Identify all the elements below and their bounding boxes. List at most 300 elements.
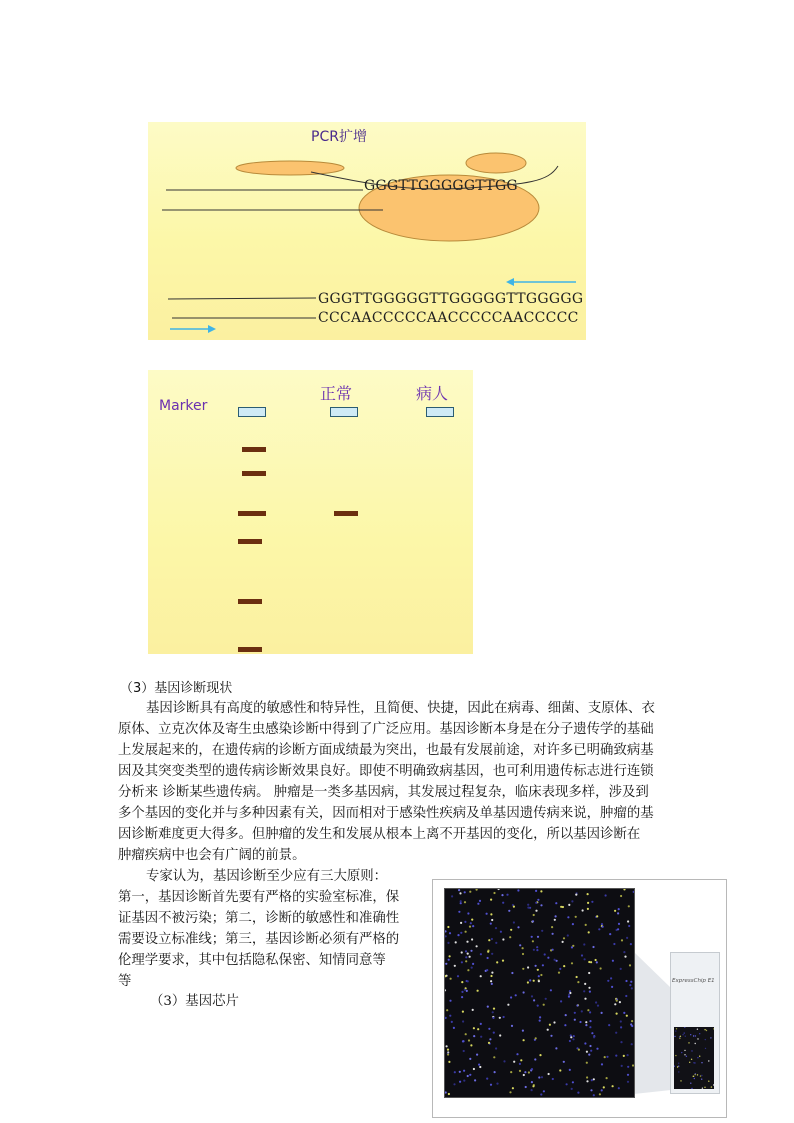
array-spot — [533, 980, 535, 982]
array-spot — [533, 949, 535, 951]
array-spot — [536, 946, 538, 948]
array-spot — [486, 1078, 488, 1080]
array-spot — [523, 1039, 525, 1041]
array-spot — [620, 1026, 622, 1028]
array-spot — [627, 1081, 629, 1083]
array-spot — [541, 1076, 543, 1078]
array-spot — [587, 908, 589, 910]
marker-band — [238, 599, 262, 604]
array-spot — [477, 903, 479, 905]
array-spot — [596, 961, 598, 963]
arrow-left — [506, 278, 576, 286]
array-spot — [527, 904, 529, 906]
array-spot — [596, 1048, 598, 1050]
paragraph-1-line: 分析来 诊断某些遗传病。 肿瘤是一类多基因病，其发展过程复杂，临床表现多样，涉及到 — [118, 785, 649, 800]
paragraph-2-line: 等 — [118, 974, 132, 989]
array-spot — [463, 1070, 465, 1072]
array-spot — [587, 893, 589, 895]
array-spot — [620, 1041, 622, 1043]
array-spot — [479, 1066, 481, 1068]
array-spot — [535, 1037, 537, 1039]
array-spot — [465, 1033, 467, 1035]
array-spot — [469, 1074, 471, 1076]
array-spot — [459, 1071, 461, 1073]
array-spot — [464, 891, 466, 893]
array-spot — [511, 972, 513, 974]
array-spot — [531, 1068, 533, 1070]
array-spot — [513, 921, 515, 923]
array-spot — [629, 984, 631, 986]
array-spot — [528, 1071, 530, 1073]
gel-electrophoresis-figure — [148, 370, 473, 654]
array-spot — [487, 957, 489, 959]
array-spot — [462, 1020, 464, 1022]
array-spot — [585, 924, 587, 926]
array-spot — [569, 1040, 571, 1042]
array-spot — [589, 1026, 591, 1028]
array-spot — [609, 933, 611, 935]
array-spot — [684, 1032, 685, 1033]
array-spot — [490, 980, 492, 982]
array-spot — [563, 965, 565, 967]
array-spot — [631, 1020, 633, 1022]
array-spot — [610, 977, 612, 979]
array-spot — [527, 966, 529, 968]
array-spot — [568, 904, 570, 906]
array-spot — [502, 938, 504, 940]
array-spot — [492, 1017, 494, 1019]
array-spot — [680, 1080, 681, 1081]
array-spot — [554, 919, 556, 921]
array-spot — [589, 991, 591, 993]
array-spot — [490, 923, 492, 925]
sequence-top: GGGTTGGGGGTTGG — [364, 178, 518, 194]
paragraph-1-line: 原体、立克次体及寄生虫感染诊断中得到了广泛应用。基因诊断本身是在分子遗传学的基础 — [118, 722, 654, 737]
array-spot — [685, 1036, 686, 1037]
array-spot — [700, 1075, 701, 1076]
array-spot — [525, 1086, 527, 1088]
array-spot — [563, 937, 565, 939]
array-spot — [531, 936, 533, 938]
array-spot — [473, 1027, 475, 1029]
array-spot — [447, 926, 449, 928]
array-spot — [680, 1036, 681, 1037]
array-spot — [618, 923, 620, 925]
array-spot — [582, 909, 584, 911]
array-spot — [501, 894, 503, 896]
array-spot — [559, 1069, 561, 1071]
array-spot — [445, 1091, 447, 1093]
array-spot — [515, 994, 517, 996]
array-spot — [491, 972, 493, 974]
array-spot — [578, 1049, 580, 1051]
marker-band — [242, 471, 266, 476]
array-spot — [595, 1001, 597, 1003]
array-spot — [616, 1000, 618, 1002]
subheading-gene-chip: （3）基因芯片 — [150, 994, 239, 1009]
array-spot — [611, 986, 613, 988]
array-spot — [682, 1034, 683, 1035]
array-spot — [495, 942, 497, 944]
array-spot — [499, 1034, 501, 1036]
array-spot — [704, 1087, 705, 1088]
array-spot — [596, 915, 598, 917]
array-spot — [697, 1057, 698, 1058]
array-spot — [572, 1081, 574, 1083]
array-spot — [445, 989, 446, 991]
marker-band — [242, 447, 266, 452]
array-spot — [620, 1020, 622, 1022]
array-spot — [593, 1078, 595, 1080]
array-spot — [543, 1004, 545, 1006]
array-spot — [591, 1032, 593, 1034]
array-spot — [601, 1012, 603, 1014]
array-spot — [513, 1061, 515, 1063]
array-spot — [590, 1050, 592, 1052]
polymerase-head-blob — [466, 153, 526, 173]
array-spot — [694, 1074, 695, 1075]
chip-zoom-inset — [674, 1027, 714, 1089]
array-spot — [458, 889, 460, 891]
well-patient — [426, 407, 454, 417]
array-spot — [471, 938, 473, 940]
array-spot — [693, 1035, 694, 1036]
array-spot — [584, 958, 586, 960]
array-spot — [621, 1065, 623, 1067]
array-spot — [445, 930, 447, 932]
array-spot — [540, 904, 542, 906]
array-spot — [531, 1081, 533, 1083]
array-spot — [493, 1008, 495, 1010]
array-spot — [479, 900, 481, 902]
array-spot — [675, 1030, 676, 1031]
marker-band — [238, 511, 266, 516]
array-spot — [490, 899, 492, 901]
array-spot — [503, 1060, 505, 1062]
array-spot — [617, 928, 619, 930]
paragraph-1-line: 因诊断难度更大得多。但肿瘤的发生和发展从根本上离不开基因的变化，所以基因诊断在 — [118, 827, 641, 842]
array-spot — [499, 1017, 501, 1019]
array-spot — [447, 942, 449, 944]
array-spot — [529, 979, 531, 981]
array-spot — [457, 975, 459, 977]
array-spot — [538, 1076, 540, 1078]
array-spot — [491, 953, 493, 955]
array-spot — [630, 1023, 632, 1025]
array-spot — [586, 1080, 588, 1082]
array-spot — [620, 968, 622, 970]
array-spot — [445, 935, 447, 937]
array-spot — [474, 1079, 476, 1081]
array-spot — [691, 1059, 692, 1060]
array-spot — [577, 981, 579, 983]
array-spot — [487, 1006, 489, 1008]
array-spot — [478, 1064, 480, 1066]
array-spot — [600, 967, 602, 969]
array-spot — [626, 1015, 628, 1017]
array-spot — [470, 922, 472, 924]
array-spot — [516, 1053, 518, 1055]
array-spot — [599, 1093, 601, 1095]
array-spot — [555, 915, 557, 917]
array-spot — [601, 1063, 603, 1065]
array-spot — [597, 1005, 599, 1007]
array-spot — [699, 1056, 700, 1057]
array-spot — [612, 960, 614, 962]
array-spot — [488, 1042, 490, 1044]
array-spot — [574, 1012, 576, 1014]
array-spot — [593, 1094, 595, 1096]
array-spot — [690, 1083, 691, 1084]
array-spot — [489, 1038, 491, 1040]
array-spot — [511, 1025, 513, 1027]
array-spot — [623, 951, 625, 953]
well-marker — [238, 407, 266, 417]
array-spot — [448, 1093, 450, 1095]
array-spot — [480, 1036, 482, 1038]
array-spot — [679, 1038, 680, 1039]
array-spot — [535, 910, 537, 912]
array-spot — [480, 1023, 482, 1025]
array-spot — [563, 1061, 565, 1063]
array-spot — [598, 928, 600, 930]
array-spot — [470, 1044, 472, 1046]
array-spot — [607, 980, 609, 982]
array-spot — [506, 894, 508, 896]
array-spot — [627, 1066, 629, 1068]
array-spot — [553, 1021, 555, 1023]
array-spot — [619, 1001, 621, 1003]
array-spot — [624, 956, 626, 958]
array-spot — [569, 1069, 571, 1071]
arrow-right — [170, 325, 216, 333]
array-spot — [510, 1071, 512, 1073]
array-spot — [539, 1020, 541, 1022]
array-spot — [699, 1033, 700, 1034]
array-spot — [457, 934, 459, 936]
paragraph-2-line: 第一，基因诊断首先要有严格的实验室标准，保 — [118, 890, 400, 905]
array-spot — [461, 961, 463, 963]
array-spot — [543, 1090, 545, 1092]
array-spot — [477, 990, 479, 992]
array-spot — [588, 931, 590, 933]
array-spot — [509, 1091, 511, 1093]
array-spot — [486, 913, 488, 915]
array-spot — [588, 1054, 590, 1056]
array-spot — [614, 910, 616, 912]
array-spot — [507, 1004, 509, 1006]
array-spot — [491, 938, 493, 940]
array-spot — [618, 1087, 620, 1089]
array-spot — [579, 1021, 581, 1023]
paragraph-1-line: 基因诊断具有高度的敏感性和特异性，且简便、快捷，因此在病毒、细菌、支原体、衣 — [146, 701, 655, 716]
array-spot — [517, 926, 519, 928]
array-spot — [627, 1074, 629, 1076]
array-spot — [592, 946, 594, 948]
array-spot — [694, 1078, 695, 1079]
array-spot — [488, 1028, 490, 1030]
array-spot — [480, 975, 482, 977]
paragraph-1-line: 肿瘤疾病中也会有广阔的前景。 — [118, 848, 306, 863]
array-spot — [469, 926, 471, 928]
array-spot — [584, 1042, 586, 1044]
array-spot — [502, 960, 504, 962]
array-spot — [461, 996, 463, 998]
array-spot — [697, 1038, 698, 1039]
array-spot — [476, 945, 478, 947]
array-spot — [520, 1059, 522, 1061]
array-spot — [583, 943, 585, 945]
array-spot — [476, 1054, 478, 1056]
array-spot — [466, 980, 468, 982]
array-spot — [455, 941, 457, 943]
gene-chip-image — [444, 888, 635, 1098]
array-spot — [490, 1084, 492, 1086]
array-spot — [532, 1085, 534, 1087]
normal-band — [334, 511, 358, 516]
array-spot — [467, 1075, 469, 1077]
array-spot — [552, 949, 554, 951]
array-spot — [674, 1066, 675, 1067]
array-spot — [584, 998, 586, 1000]
array-spot — [591, 1079, 593, 1081]
array-spot — [551, 926, 553, 928]
sequence-bottom-2: CCCAACCCCCAACCCCCAACCCCC — [318, 310, 579, 326]
array-spot — [496, 1083, 498, 1085]
array-spot — [491, 919, 493, 921]
array-spot — [691, 1050, 692, 1051]
array-spot — [493, 1056, 495, 1058]
strand-line-1 — [168, 298, 316, 299]
array-spot — [583, 990, 585, 992]
array-spot — [469, 1058, 471, 1060]
array-spot — [568, 994, 570, 996]
array-spot — [461, 991, 463, 993]
array-spot — [490, 913, 492, 915]
array-spot — [708, 1060, 709, 1061]
array-spot — [576, 1004, 578, 1006]
array-spot — [471, 967, 473, 969]
array-spot — [633, 891, 634, 893]
array-spot — [490, 975, 492, 977]
array-spot — [601, 923, 603, 925]
array-spot — [466, 990, 468, 992]
array-spot — [496, 961, 498, 963]
array-spot — [467, 953, 469, 955]
array-spot — [532, 940, 534, 942]
array-spot — [467, 969, 469, 971]
array-spot — [681, 1052, 682, 1053]
array-spot — [701, 1079, 702, 1080]
array-spot — [555, 902, 557, 904]
array-spot — [555, 1047, 557, 1049]
array-spot — [466, 941, 468, 943]
array-spot — [542, 964, 544, 966]
array-spot — [623, 1055, 625, 1057]
array-spot — [523, 1074, 525, 1076]
array-spot — [589, 1045, 591, 1047]
array-spot — [459, 892, 461, 894]
array-spot — [574, 1019, 576, 1021]
array-spot — [549, 1024, 551, 1026]
array-spot — [678, 1066, 679, 1067]
array-spot — [697, 1074, 698, 1075]
array-spot — [451, 1021, 453, 1023]
pcr-diagram — [148, 122, 586, 340]
array-spot — [540, 890, 542, 892]
array-spot — [461, 981, 463, 983]
array-spot — [459, 1081, 461, 1083]
array-spot — [460, 932, 462, 934]
array-spot — [539, 1016, 541, 1018]
array-spot — [537, 1005, 539, 1007]
array-spot — [623, 1012, 625, 1014]
array-spot — [537, 936, 539, 938]
array-spot — [581, 1010, 583, 1012]
array-spot — [678, 1063, 679, 1064]
array-spot — [575, 916, 577, 918]
array-spot — [593, 1036, 595, 1038]
array-spot — [460, 900, 462, 902]
array-spot — [567, 934, 569, 936]
array-spot — [522, 947, 524, 949]
array-spot — [540, 974, 542, 976]
array-spot — [695, 1035, 696, 1036]
array-spot — [448, 959, 450, 961]
array-spot — [472, 925, 474, 927]
array-spot — [537, 899, 539, 901]
array-spot — [465, 960, 467, 962]
array-spot — [448, 1061, 450, 1063]
array-spot — [547, 957, 549, 959]
array-spot — [463, 1050, 465, 1052]
array-spot — [491, 983, 493, 985]
array-spot — [701, 1062, 702, 1063]
array-spot — [560, 906, 562, 908]
array-spot — [517, 889, 519, 891]
array-spot — [533, 914, 535, 916]
array-spot — [675, 1055, 676, 1056]
array-spot — [460, 902, 462, 904]
array-spot — [449, 932, 451, 934]
array-spot — [498, 889, 500, 890]
array-spot — [674, 1036, 675, 1037]
array-spot — [510, 996, 512, 998]
array-spot — [620, 895, 622, 897]
array-spot — [445, 963, 447, 965]
pcr-title: PCR扩增 — [311, 129, 367, 145]
array-spot — [519, 1070, 521, 1072]
array-spot — [711, 1086, 712, 1087]
array-spot — [617, 912, 619, 914]
array-spot — [472, 1009, 474, 1011]
array-spot — [460, 922, 462, 924]
array-spot — [558, 972, 560, 974]
array-spot — [495, 1047, 497, 1049]
array-spot — [548, 1073, 550, 1075]
array-spot — [713, 1028, 714, 1029]
array-spot — [472, 963, 474, 965]
array-spot — [629, 964, 631, 966]
array-spot — [446, 1009, 448, 1011]
array-spot — [512, 1087, 514, 1089]
array-spot — [510, 929, 512, 931]
array-spot — [585, 1021, 587, 1023]
array-spot — [473, 1068, 475, 1070]
array-spot — [471, 919, 473, 921]
array-spot — [621, 939, 623, 941]
array-spot — [684, 1050, 685, 1051]
